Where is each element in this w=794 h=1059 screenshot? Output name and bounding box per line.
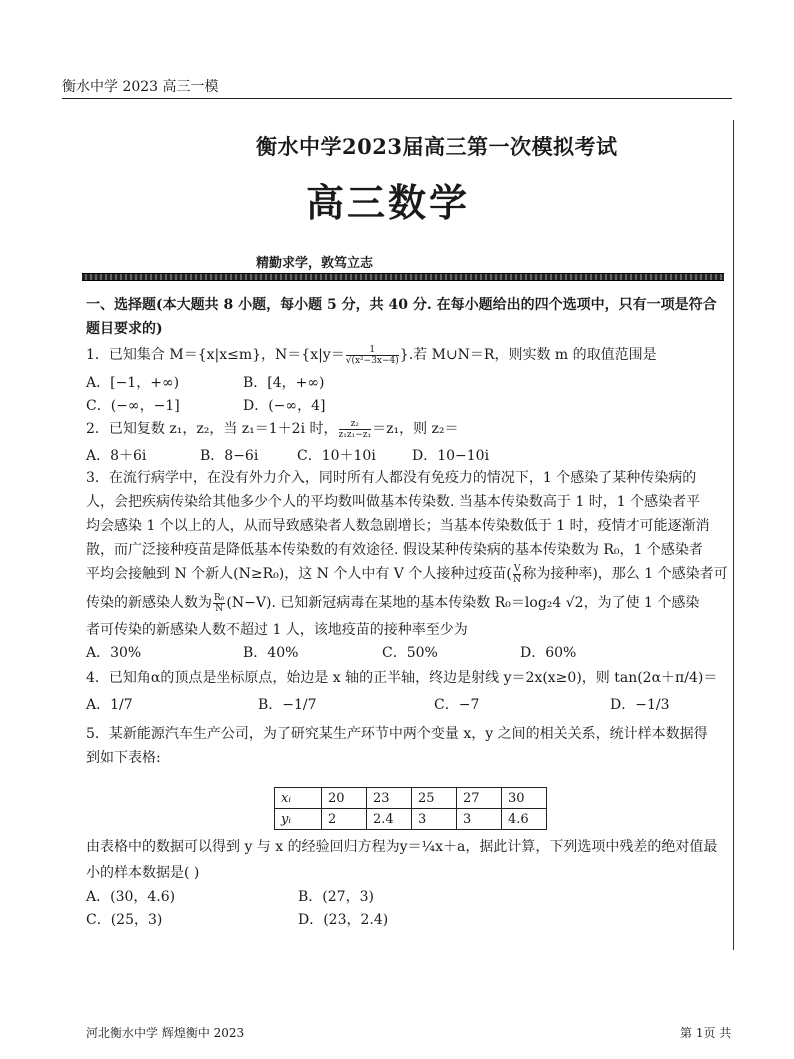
question-2-stem: 2．已知复数 z₁，z₂，当 z₁＝1＋2i 时， $\frac{\text{z₂}}{\text{z₁z₁−z₁}}$ ＝z₁，则 z₂＝	[86, 418, 459, 440]
table-cell: 2.4	[367, 809, 412, 830]
q1-option-b: B．[4，+∞)	[243, 375, 325, 391]
q5-after-line-1: 由表格中的数据可以得到 y 与 x 的经验回归方程为y＝¼x＋a，据此计算，下列选项中残差的绝对值最	[86, 839, 718, 855]
q5-line-2: 到如下表格:	[86, 750, 161, 766]
q4-option-c: C．−7	[434, 697, 480, 713]
exam-title: 衡水中学2023届高三第一次模拟考试	[256, 134, 618, 159]
section-heading-line2: 题目要求的)	[86, 321, 163, 337]
q5-line-1: 5．某新能源汽车生产公司，为了研究某生产环节中两个变量 x，y 之间的相关关系，统计样本数据得	[86, 726, 708, 742]
table-row	[275, 809, 547, 830]
q5-option-d: D．(23，2.4)	[298, 912, 389, 928]
q4-option-b: B．−1/7	[258, 697, 317, 713]
q5-after-line-2: 小的样本数据是( )	[86, 865, 200, 881]
table-cell: 25	[412, 788, 457, 809]
q2-option-b: B．8−6i	[200, 448, 259, 464]
q5-option-b: B．(27，3)	[298, 889, 374, 905]
table-cell: 2	[322, 809, 367, 830]
q4-option-a: A．1/7	[86, 697, 133, 713]
question-1-stem: 1．已知集合 M＝{x|x≤m}，N＝{x|y＝ $\frac{1}{\text{√(x²−3x−4)}}$ }.若 M∪N＝R，则实数 m 的取值范围是	[86, 344, 657, 366]
table-header-y: yᵢ	[275, 809, 322, 830]
page-number: 第 1页 共	[680, 1026, 732, 1040]
question-4-stem: 4．已知角α的顶点是坐标原点，始边是 x 轴的正半轴，终边是射线 y＝2x(x≥0)，则 tan(2α＋π/4)＝	[86, 670, 718, 686]
q3-line-6: 传染的新感染人数为 $\frac{\text{R₀}}{N}$ (N−V). 已知新冠病毒在某地的基本传染数 R₀＝log₂4 √2，为了使 1 个感染	[86, 592, 700, 614]
subject-title: 高三数学	[306, 180, 471, 225]
right-margin-line	[733, 120, 734, 950]
page-header: 衡水中学 2023 高三一模	[62, 79, 219, 95]
section-heading-line1: 一、选择题(本大题共 8 小题，每小题 5 分，共 40 分. 在每小题给出的四个选项中，只有一项是符合	[86, 297, 717, 313]
table-cell: 30	[502, 788, 547, 809]
q5-option-a: A．(30，4.6)	[86, 889, 176, 905]
q3-line-2: 人，会把疾病传染给其他多少个人的平均数叫做基本传染数. 当基本传染数高于 1 时，1 个感染者平	[86, 494, 701, 510]
q3-line-5: 平均会接触到 N 个新人(N≥R₀)，这 N 个人中有 V 个人接种过疫苗( $\frac{V}{N}$ 称为接种率)，那么 1 个感染者可	[86, 563, 728, 585]
q3-option-d: D．60%	[520, 645, 577, 661]
decorative-bar	[82, 273, 724, 281]
q3-option-a: A．30%	[86, 645, 142, 661]
q1-option-a: A．[−1，+∞)	[86, 375, 180, 391]
q1-option-c: C．(−∞，−1]	[86, 398, 180, 414]
q3-option-b: B．40%	[243, 645, 299, 661]
q3-line-3: 均会感染 1 个以上的人，从而导致感染者人数急剧增长；当基本传染数低于 1 时，疫情才可能逐渐消	[86, 518, 710, 534]
q1-option-d: D．(−∞，4]	[243, 398, 326, 414]
data-table	[274, 787, 547, 830]
table-cell: 3	[412, 809, 457, 830]
footer-left: 河北衡水中学 辉煌衡中 2023	[86, 1026, 245, 1040]
q2-option-a: A．8＋6i	[86, 448, 147, 464]
table-cell: 3	[457, 809, 502, 830]
q2-option-d: D．10−10i	[412, 448, 490, 464]
q3-line-7: 者可传染的新感染人数不超过 1 人，该地疫苗的接种率至少为	[86, 622, 468, 638]
table-cell: 27	[457, 788, 502, 809]
table-row	[275, 788, 547, 809]
table-cell: 23	[367, 788, 412, 809]
header-divider	[62, 98, 732, 99]
table-header-x: xᵢ	[275, 788, 322, 809]
table-cell: 20	[322, 788, 367, 809]
q3-option-c: C．50%	[382, 645, 438, 661]
q5-option-c: C．(25，3)	[86, 912, 163, 928]
table-cell: 4.6	[502, 809, 547, 830]
motto: 精勤求学，敦笃立志	[256, 256, 374, 271]
q4-option-d: D．−1/3	[610, 697, 670, 713]
q2-option-c: C．10＋10i	[297, 448, 376, 464]
q3-line-1: 3．在流行病学中，在没有外力介入，同时所有人都没有免疫力的情况下，1 个感染了某种传染病的	[86, 470, 697, 486]
q3-line-4: 散，而广泛接种疫苗是降低基本传染数的有效途径. 假设某种传染病的基本传染数为 R₀，1 个感染者	[86, 542, 703, 558]
